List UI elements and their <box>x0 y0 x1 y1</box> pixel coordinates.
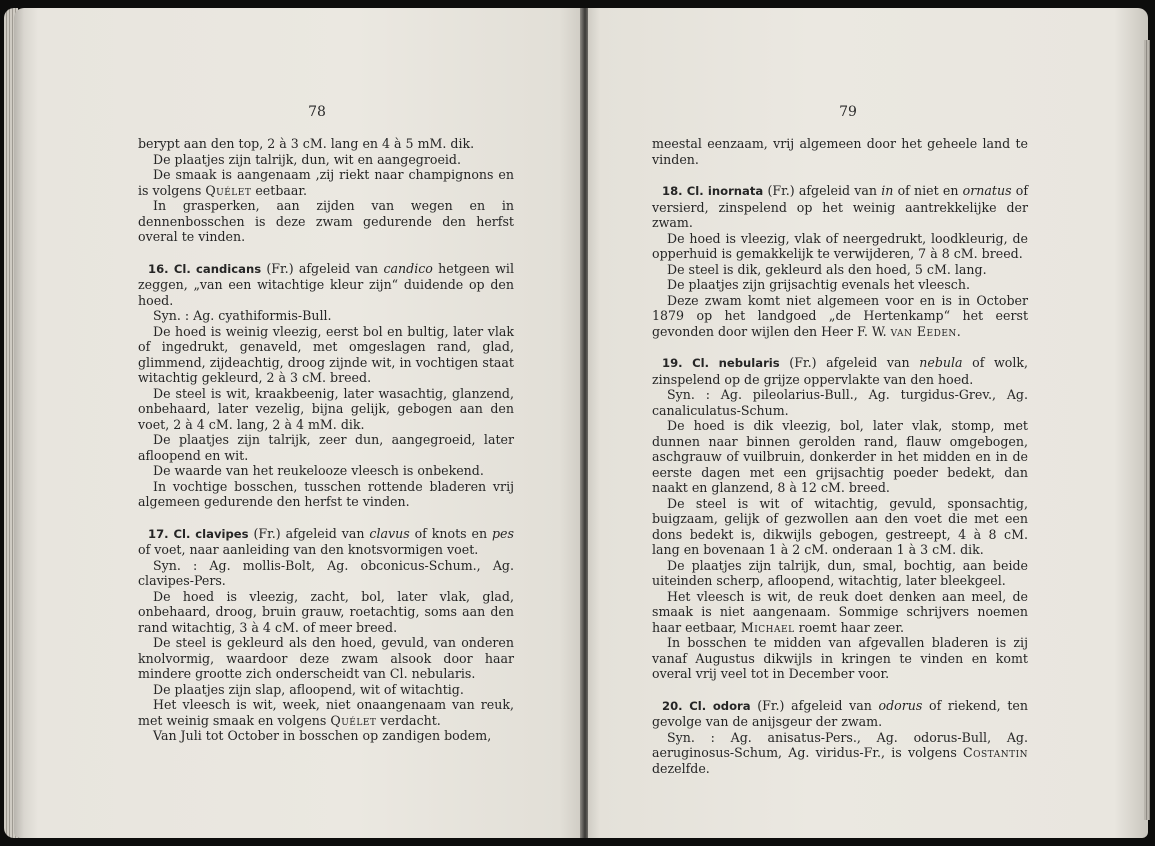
right-page-text <box>652 136 1028 776</box>
paragraph <box>138 432 514 463</box>
entry-genus: Cl. <box>173 526 191 541</box>
text-run: ornatus <box>962 183 1012 198</box>
entry-number: 20. <box>662 698 683 713</box>
entry-species-name: nebularis <box>718 356 780 370</box>
text-run: nebula <box>919 355 963 370</box>
text-run: Syn. : Ag. mollis-Bolt, Ag. obconicus-Schum., Ag. clavipes-Pers. <box>138 557 514 588</box>
entry-number: 17. <box>148 526 169 541</box>
text-run: van Eeden <box>890 323 957 339</box>
paragraph <box>652 231 1028 262</box>
text-run: De steel is wit, kraakbeenig, later wasachtig, glanzend, onbehaard, later vezelig, bijna gelijk, gebogen aan den voet, 2 à 4 cM. lang, 2 à 4 mM. dik. <box>138 385 514 432</box>
text-run: in <box>881 183 894 198</box>
text-run: Costantin <box>963 745 1028 760</box>
entry-species-name: odora <box>712 698 751 713</box>
text-run: clavus <box>369 525 410 541</box>
paragraph <box>138 198 514 245</box>
paragraph <box>652 418 1028 496</box>
text-run: Het vleesch is wit, de reuk doet denken aan meel, de smaak is niet aangenaam. Sommige schrijvers noemen haar eetbaar, <box>652 588 1028 635</box>
text-run: candico <box>383 260 433 276</box>
text-run: In grasperken, aan zijden van wegen en in dennenbosschen is deze zwam gedurende den herfst overal te vinden. <box>138 198 514 244</box>
page-number-left: 78 <box>308 104 326 120</box>
text-run: of niet en <box>893 183 963 198</box>
paragraph <box>138 386 514 433</box>
entry-genus: Cl. <box>173 261 191 276</box>
text-run: (Fr.) afgeleid van <box>248 525 370 541</box>
text-run: pes <box>492 525 514 541</box>
entry-number: 16. <box>148 261 169 276</box>
text-run: De plaatjes zijn slap, afloopend, wit of witachtig. <box>153 681 464 697</box>
text-run: roemt haar zeer. <box>794 619 904 635</box>
paragraph <box>138 152 514 168</box>
entry-species-name: inornata <box>707 184 764 198</box>
paragraph <box>138 728 514 744</box>
text-run: De plaatjes zijn talrijk, dun, smal, bochtig, aan beide uiteinden scherp, afloopend, witachtig, later bleekgeel. <box>652 557 1028 588</box>
paragraph <box>652 262 1028 278</box>
left-page-text <box>138 136 514 744</box>
paragraph <box>652 730 1028 777</box>
text-run: odorus <box>878 697 923 713</box>
entry-species-name: candicans <box>196 261 262 276</box>
text-run: of versierd, zinspelend op het weinig aantrekkelijke der zwam. <box>652 183 1028 230</box>
species-entry-heading <box>652 183 1028 231</box>
paragraph <box>138 682 514 698</box>
paragraph <box>652 387 1028 418</box>
entry-number: 19. <box>662 356 683 370</box>
text-run: In vochtige bosschen, tusschen rottende bladeren vrij algemeen gedurende den herfst te vinden. <box>138 478 514 509</box>
page-number-right: 79 <box>839 104 857 120</box>
text-run: . <box>956 323 961 339</box>
text-run: De steel is wit of witachtig, gevuld, sponsachtig, buigzaam, gelijk of gezwollen aan den voet die met een dons bedekt is, dikwijls gebogen, gestreept, 4 à 8 cM. lang en bovenaan 1 à 2 cM. onderaan 1 à 3 cM. dik. <box>652 495 1028 557</box>
text-run: (Fr.) afgeleid van <box>763 183 882 198</box>
text-run: De plaatjes zijn talrijk, dun, wit en aangegroeid. <box>153 151 461 167</box>
text-run: (Fr.) afgeleid van <box>779 355 920 370</box>
text-run: dezelfde. <box>652 760 710 776</box>
page-edges-right <box>1144 40 1150 820</box>
entry-genus: Cl. <box>692 356 710 370</box>
text-run: Deze zwam komt niet algemeen voor en is in October 1879 op het landgoed „de Hertenkamp“ het eerst gevonden door wijlen den Heer F. W. <box>652 292 1028 339</box>
text-run: hetgeen wil zeggen, „van een witachtige kleur zijn“ duidende op den hoed. <box>138 260 514 308</box>
text-run: eetbaar. <box>251 182 308 198</box>
paragraph <box>652 558 1028 589</box>
text-run: Van Juli tot October in bosschen op zandigen bodem, <box>153 728 492 743</box>
text-run: meestal eenzaam, vrij algemeen door het geheele land te vinden. <box>652 136 1028 167</box>
text-run: De steel is dik, gekleurd als den hoed, 5 cM. lang. <box>667 261 987 277</box>
text-run: De hoed is dik vleezig, bol, later vlak, stomp, met dunnen naar binnen gerolden rand, flauw omgebogen, aschgrauw of vuilbruin, donkerder in het midden en in de eerste dagen met een grijsachtig poeder bedekt, dan naakt en glanzend, 8 à 12 cM. breed. <box>652 418 1028 495</box>
paragraph <box>652 277 1028 293</box>
paragraph <box>652 635 1028 682</box>
paragraph <box>652 293 1028 340</box>
paragraph <box>652 136 1028 167</box>
text-run: Syn. : Ag. pileolarius-Bull., Ag. turgidus-Grev., Ag. canaliculatus-Schum. <box>652 387 1028 418</box>
species-entry-heading <box>138 261 514 309</box>
paragraph <box>138 324 514 386</box>
text-run: berypt aan den top, 2 à 3 cM. lang en 4 à 5 mM. dik. <box>138 136 475 151</box>
text-run: De hoed is vleezig, zacht, bol, later vlak, glad, onbehaard, droog, bruin grauw, roetachtig, soms aan den rand witachtig, 3 à 4 cM. of meer breed. <box>138 588 514 635</box>
text-run: De steel is gekleurd als den hoed, gevuld, van onderen knolvormig, waardoor deze zwam alsook door haar mindere grootte zich onderscheidt van Cl. nebularis. <box>138 635 514 681</box>
text-run: (Fr.) afgeleid van <box>261 260 384 276</box>
paragraph <box>138 167 514 198</box>
text-run: De smaak is aangenaam ,zij riekt naar champignons en is volgens <box>138 167 514 198</box>
text-run: Syn. : Ag. cyathiformis-Bull. <box>153 308 332 323</box>
paragraph <box>138 589 514 636</box>
text-run: De hoed is weinig vleezig, eerst bol en bultig, later vlak of ingedrukt, genaveld, met omgeslagen rand, glad, glimmend, zijdeachtig, droog zijnde wit, in vochtigen staat witachtig gekleurd, 2 à 3 cM. breed. <box>138 323 514 385</box>
left-page <box>14 8 582 838</box>
entry-number: 18. <box>662 184 683 198</box>
paragraph <box>138 479 514 510</box>
paragraph <box>652 496 1028 558</box>
text-run: De plaatjes zijn grijsachtig evenals het vleesch. <box>667 277 970 292</box>
text-run: of wolk, zinspelend op de grijze oppervlakte van den hoed. <box>652 355 1028 387</box>
entry-genus: Cl. <box>686 184 704 198</box>
species-entry-heading <box>138 526 514 558</box>
paragraph <box>138 308 514 324</box>
entry-genus: Cl. <box>689 698 707 713</box>
text-run: of knots en <box>409 525 492 541</box>
entry-species-name: clavipes <box>195 526 249 541</box>
text-run: of riekend, ten gevolge van de anijsgeur der zwam. <box>652 697 1028 729</box>
text-run: Syn. : Ag. anisatus-Pers., Ag. odorus-Bull, Ag. aeruginosus-Schum, Ag. viridus-Fr., is volgens <box>652 729 1028 760</box>
paragraph <box>138 635 514 682</box>
paragraph <box>138 463 514 479</box>
paragraph <box>652 589 1028 636</box>
text-run: of voet, naar aanleiding van den knotsvormigen voet. <box>138 542 479 557</box>
text-run: Quélet <box>330 712 377 728</box>
text-run: Het vleesch is wit, week, niet onaangenaam van reuk, met weinig smaak en volgens <box>138 697 514 728</box>
paragraph <box>138 558 514 589</box>
species-entry-heading <box>652 355 1028 387</box>
species-entry-heading <box>652 698 1028 730</box>
text-run: De waarde van het reukelooze vleesch is onbekend. <box>153 463 484 478</box>
right-page <box>588 8 1148 838</box>
text-run: verdacht. <box>376 712 441 728</box>
text-run: De plaatjes zijn talrijk, zeer dun, aangegroeid, later afloopend en wit. <box>138 432 514 463</box>
text-run: Michael <box>740 619 795 635</box>
paragraph <box>138 136 514 152</box>
text-run: (Fr.) afgeleid van <box>750 697 879 713</box>
text-run: Quélet <box>205 182 252 198</box>
text-run: De hoed is vleezig, vlak of neergedrukt, loodkleurig, de opperhuid is gemakkelijk te verwijderen, 7 à 8 cM. breed. <box>652 230 1028 261</box>
text-run: In bosschen te midden van afgevallen bladeren is zij vanaf Augustus dikwijls in kringen te vinden en komt overal vrij veel tot in December voor. <box>652 635 1028 681</box>
paragraph <box>138 697 514 728</box>
